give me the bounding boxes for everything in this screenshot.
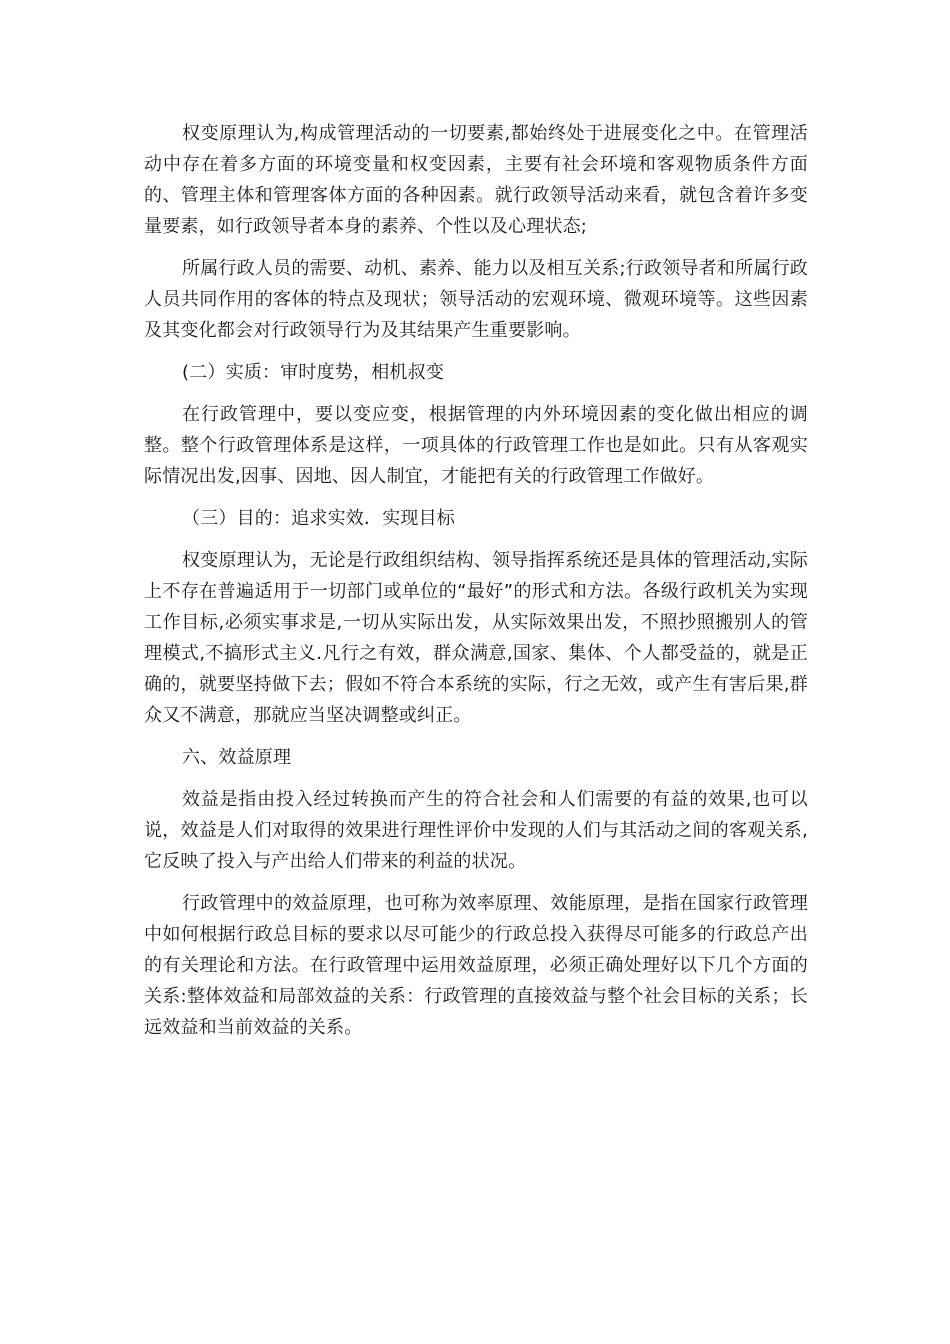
- section-heading-purpose: （三）目的：追求实效．实现目标: [182, 508, 455, 529]
- document-body: [144, 118, 808, 1054]
- paragraph-efficiency-definition: 效益是指由投入经过转换而产生的符合社会和人们需要的有益的效果,也可以说，效益是人们对取得的效果进行理性评价中发现的人们与其活动之间的客观关系,它反映了投入与产出给人们带来的利益的状况。: [144, 789, 808, 872]
- paragraph-no-best-form: 权变原理认为，无论是行政组织结构、领导指挥系统还是具体的管理活动,实际上不存在普遍适用于一切部门或单位的“最好”的形式和方法。各级行政机关为实现工作目标,必须实事求是,一切从实际出发，从实际效果出发，不照抄照搬别人的管理模式,不搞形式主义.凡行之有效，群众满意,国家、集体、个人都受益的，就是正确的，就要坚持做下去；假如不符合本系统的实际，行之无效，或产生有害后果,群众又不满意，那就应当坚决调整或纠正。: [144, 550, 808, 726]
- paragraph-contingency-intro: 权变原理认为,构成管理活动的一切要素,都始终处于进展变化之中。在管理活动中存在着多方面的环境变量和权变因素，主要有社会环境和客观物质条件方面的、管理主体和管理客体方面的各种因素。就行政领导活动来看，就包含着许多变量要素，如行政领导者本身的素养、个性以及心理状态;: [144, 123, 808, 237]
- section-heading-essence: (二）实质：审时度势，相机叔变: [182, 362, 445, 383]
- paragraph-adapt-to-change: 在行政管理中，要以变应变，根据管理的内外环境因素的变化做出相应的调整。整个行政管理体系是这样，一项具体的行政管理工作也是如此。只有从客观实际情况出发,因事、因地、因人制宜，才能把有关的行政管理工作做好。: [144, 404, 808, 487]
- section-heading-efficiency-principle: 六、效益原理: [182, 747, 292, 768]
- paragraph-contingency-factors: 所属行政人员的需要、动机、素养、能力以及相互关系;行政领导者和所属行政人员共同作用的客体的特点及现状；领导活动的宏观环境、微观环境等。这些因素及其变化都会对行政领导行为及其结果产生重要影响。: [144, 258, 808, 341]
- paragraph-efficiency-in-administration: 行政管理中的效益原理，也可称为效率原理、效能原理，是指在国家行政管理中如何根据行政总目标的要求以尽可能少的行政总投入获得尽可能多的行政总产出的有关理论和方法。在行政管理中运用效益原理，必须正确处理好以下几个方面的关系:整体效益和局部效益的关系：行政管理的直接效益与整个社会目标的关系；长远效益和当前效益的关系。: [144, 893, 808, 1038]
